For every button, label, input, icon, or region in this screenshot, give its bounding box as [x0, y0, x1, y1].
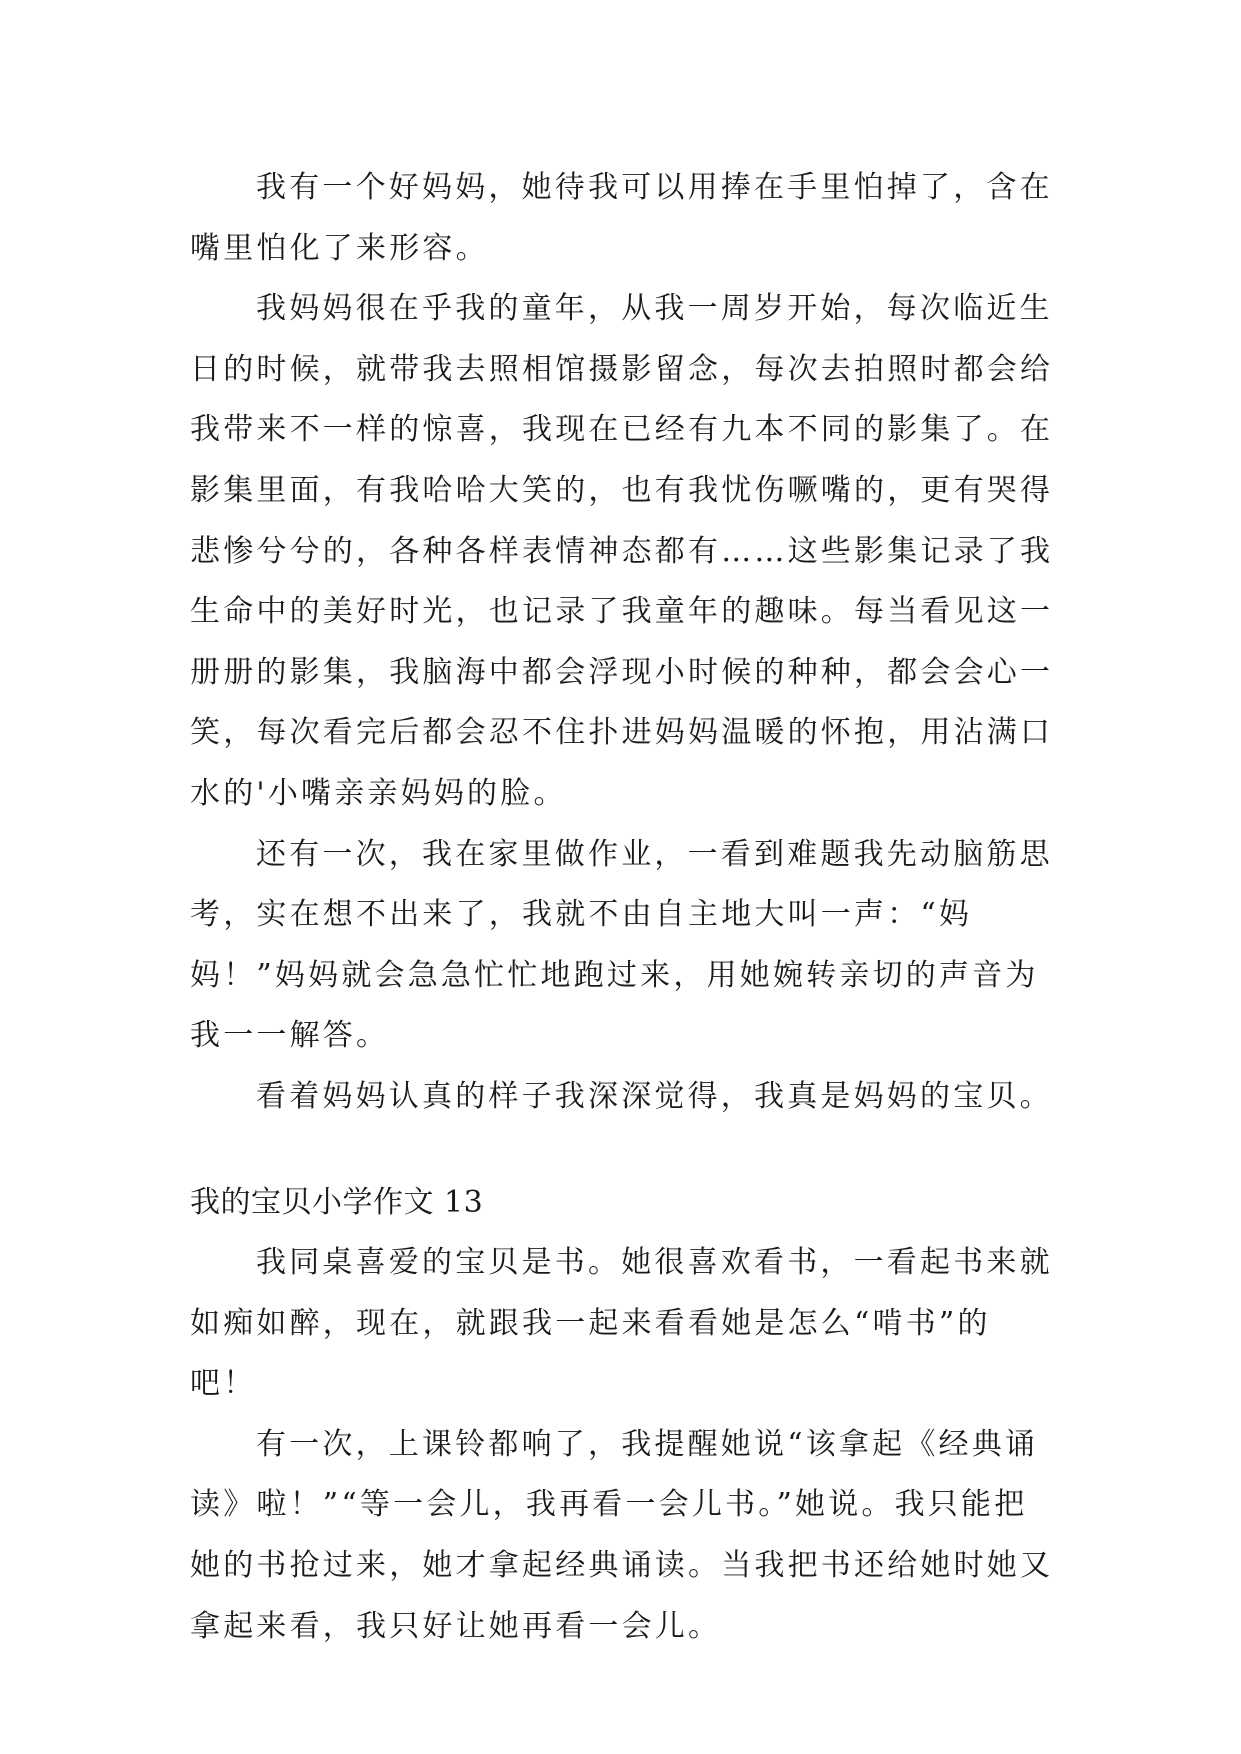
document-body	[190, 158, 1055, 1657]
paragraph: 有一次，上课铃都响了，我提醒她说“该拿起《经典诵读》啦！”“等一会儿，我再看一会儿书。”她说。我只能把她的书抢过来，她才拿起经典诵读。当我把书还给她时她又拿起来看，我只好让她再看一会儿。	[190, 1426, 1054, 1644]
paragraph: 还有一次，我在家里做作业，一看到难题我先动脑筋思考，实在想不出来了，我就不由自主地大叫一声：“妈妈！”妈妈就会急急忙忙地跑过来，用她婉转亲切的声音为我一一解答。	[190, 836, 1053, 1054]
paragraph: 我妈妈很在乎我的童年，从我一周岁开始，每次临近生日的时候，就带我去照相馆摄影留念，每次去拍照时都会给我带来不一样的惊喜，我现在已经有九本不同的影集了。在影集里面，有我哈哈大笑的，也有我忧伤噘嘴的，更有哭得悲惨兮兮的，各种各样表情神态都有……这些影集记录了我生命中的美好时光，也记录了我童年的趣味。每当看见这一册册的影集，我脑海中都会浮现小时候的种种，都会会心一笑，每次看完后都会忍不住扑进妈妈温暖的怀抱，用沾满口水的'小嘴亲亲妈妈的脸。	[190, 291, 1054, 811]
paragraph: 我有一个好妈妈，她待我可以用捧在手里怕掉了，含在嘴里怕化了来形容。	[190, 170, 1053, 266]
paragraph: 我同桌喜爱的宝贝是书。她很喜欢看书，一看起书来就如痴如醉，现在，就跟我一起来看看她是怎么“啃书”的吧！	[190, 1245, 1053, 1402]
section-title: 我的宝贝小学作文 13	[190, 1184, 484, 1220]
paragraph: 看着妈妈认真的样子我深深觉得，我真是妈妈的宝贝。	[256, 1078, 1053, 1114]
